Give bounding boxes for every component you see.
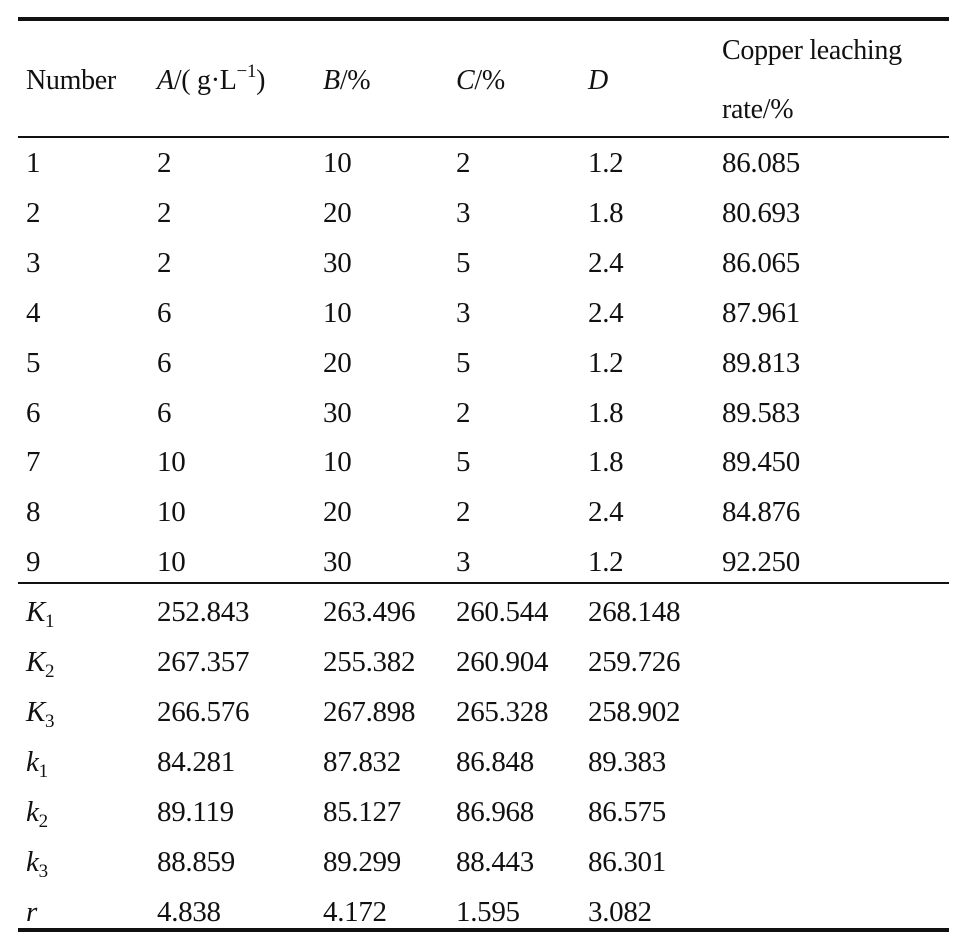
table-cell-d: 1.8	[588, 197, 624, 229]
stat-cell-b: 263.496	[323, 596, 416, 628]
table-cell-c: 3	[456, 297, 471, 329]
table-cell-b: 20	[323, 347, 352, 379]
table-cell-n: 6	[26, 397, 41, 429]
stats-rule	[18, 582, 949, 584]
table-cell-c: 5	[456, 446, 471, 478]
table-cell-c: 3	[456, 546, 471, 578]
stat-label: $k_3$	[26, 846, 48, 882]
table-cell-d: 1.2	[588, 147, 624, 179]
table-cell-rate: 89.813	[722, 347, 800, 379]
table-cell-n: 1	[26, 147, 41, 179]
stat-cell-a: 266.576	[157, 696, 250, 728]
stat-cell-b: 87.832	[323, 746, 401, 778]
table-cell-b: 20	[323, 197, 352, 229]
table-cell-rate: 87.961	[722, 297, 800, 329]
table-cell-rate: 86.065	[722, 247, 800, 279]
stat-cell-d: 89.383	[588, 746, 666, 778]
table-cell-rate: 84.876	[722, 496, 800, 528]
table-cell-n: 8	[26, 496, 41, 528]
table-cell-c: 2	[456, 397, 471, 429]
table-cell-a: 6	[157, 397, 172, 429]
table-cell-a: 2	[157, 197, 172, 229]
header-col-d: D	[588, 65, 608, 96]
table-cell-n: 9	[26, 546, 41, 578]
table-cell-a: 2	[157, 247, 172, 279]
header-number: Number	[26, 65, 116, 96]
stat-cell-b: 89.299	[323, 846, 401, 878]
table-cell-n: 2	[26, 197, 41, 229]
table-cell-n: 3	[26, 247, 41, 279]
table-cell-c: 5	[456, 247, 471, 279]
header-col-a: A/( $g\cdot L^{-1}$)	[157, 61, 266, 96]
table-cell-c: 5	[456, 347, 471, 379]
table-cell-d: 1.8	[588, 397, 624, 429]
stat-cell-d: 86.575	[588, 796, 666, 828]
table-cell-a: 10	[157, 546, 186, 578]
stat-cell-a: 4.838	[157, 896, 221, 928]
stat-cell-c: 88.443	[456, 846, 534, 878]
table-cell-a: 6	[157, 297, 172, 329]
stat-cell-d: 86.301	[588, 846, 666, 878]
stat-cell-b: 255.382	[323, 646, 416, 678]
table-cell-d: 2.4	[588, 297, 624, 329]
table-cell-b: 20	[323, 496, 352, 528]
stat-cell-a: 84.281	[157, 746, 235, 778]
stat-cell-d: 259.726	[588, 646, 681, 678]
stat-cell-d: 258.902	[588, 696, 681, 728]
table-cell-rate: 80.693	[722, 197, 800, 229]
table-cell-rate: 89.450	[722, 446, 800, 478]
table-cell-rate: 86.085	[722, 147, 800, 179]
table-cell-rate: 92.250	[722, 546, 800, 578]
stat-cell-c: 1.595	[456, 896, 520, 928]
header-col-c: C/%	[456, 65, 505, 96]
table-cell-n: 7	[26, 446, 41, 478]
stat-cell-c: 260.904	[456, 646, 549, 678]
stat-cell-c: 86.848	[456, 746, 534, 778]
table-cell-b: 30	[323, 247, 352, 279]
stat-cell-d: 3.082	[588, 896, 652, 928]
table-cell-d: 1.2	[588, 347, 624, 379]
stat-cell-b: 267.898	[323, 696, 416, 728]
table-cell-d: 2.4	[588, 247, 624, 279]
stat-label: $K_1$	[26, 596, 55, 632]
table-cell-a: 2	[157, 147, 172, 179]
table-cell-rate: 89.583	[722, 397, 800, 429]
table-cell-d: 2.4	[588, 496, 624, 528]
stat-cell-c: 260.544	[456, 596, 549, 628]
stat-label: $K_2$	[26, 646, 55, 682]
table-cell-c: 2	[456, 496, 471, 528]
stat-cell-a: 88.859	[157, 846, 235, 878]
stat-cell-c: 86.968	[456, 796, 534, 828]
header-rule	[18, 136, 949, 138]
table-cell-b: 10	[323, 297, 352, 329]
stat-label: r	[26, 896, 37, 928]
stat-cell-d: 268.148	[588, 596, 681, 628]
header-rate-line2: rate/%	[722, 94, 794, 125]
table-cell-n: 5	[26, 347, 41, 379]
top-rule	[18, 17, 949, 21]
header-col-b: B/%	[323, 65, 371, 96]
stat-cell-a: 267.357	[157, 646, 250, 678]
stat-label: $k_2$	[26, 796, 48, 832]
table-cell-b: 30	[323, 397, 352, 429]
table-cell-a: 10	[157, 496, 186, 528]
header-rate-line1: Copper leaching	[722, 35, 902, 66]
table-cell-b: 30	[323, 546, 352, 578]
table-cell-a: 6	[157, 347, 172, 379]
stat-cell-b: 85.127	[323, 796, 401, 828]
stat-cell-a: 252.843	[157, 596, 250, 628]
stat-cell-a: 89.119	[157, 796, 234, 828]
table-cell-d: 1.8	[588, 446, 624, 478]
table-cell-c: 2	[456, 147, 471, 179]
stat-label: $K_3$	[26, 696, 55, 732]
stat-cell-b: 4.172	[323, 896, 387, 928]
table-cell-a: 10	[157, 446, 186, 478]
table-cell-b: 10	[323, 446, 352, 478]
table-cell-n: 4	[26, 297, 41, 329]
stat-label: $k_1$	[26, 746, 48, 782]
table-cell-c: 3	[456, 197, 471, 229]
stat-cell-c: 265.328	[456, 696, 549, 728]
table-cell-b: 10	[323, 147, 352, 179]
table-cell-d: 1.2	[588, 546, 624, 578]
